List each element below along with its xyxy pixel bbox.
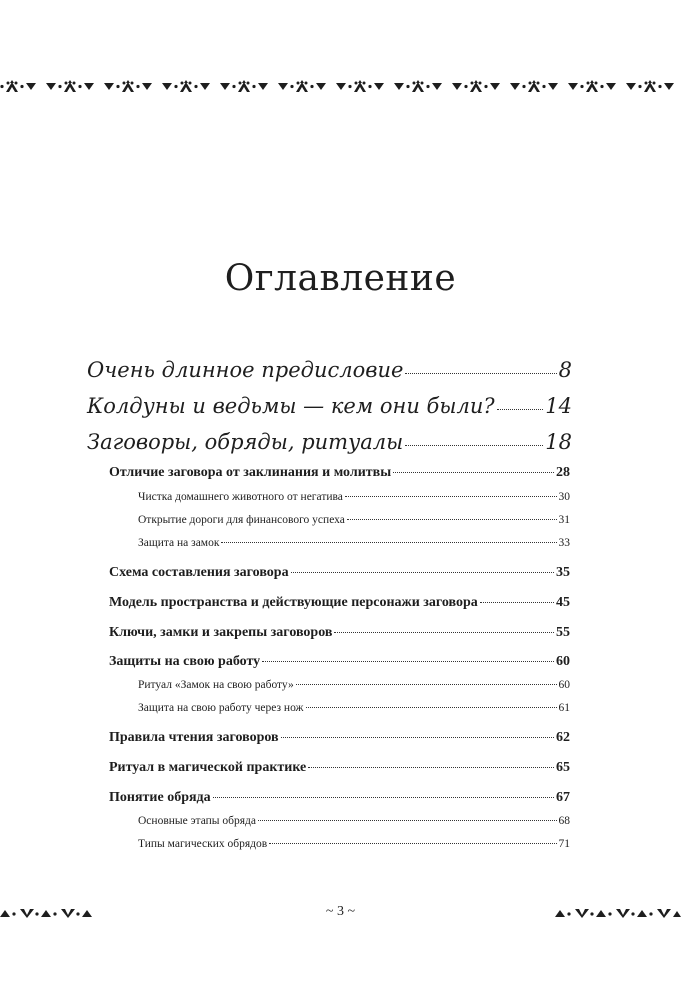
toc-entry-title: Чистка домашнего животного от негатива bbox=[138, 491, 343, 503]
toc-entry-title: Колдуны и ведьмы — кем они были? bbox=[87, 394, 495, 418]
toc-entry-title: Понятие обряда bbox=[109, 790, 211, 805]
toc-entry-page: 61 bbox=[558, 702, 570, 714]
leader-dots bbox=[262, 661, 554, 662]
leader-dots bbox=[258, 820, 556, 821]
leader-dots bbox=[334, 632, 554, 633]
toc-entry bbox=[87, 430, 572, 454]
toc-entry-page: 67 bbox=[556, 790, 570, 805]
toc-entry-page: 71 bbox=[558, 838, 570, 850]
leader-dots bbox=[291, 572, 554, 573]
toc-entry bbox=[109, 760, 570, 776]
toc-entry bbox=[138, 838, 570, 850]
toc-entry-page: 35 bbox=[556, 565, 570, 580]
leader-dots bbox=[405, 445, 543, 446]
toc-entry bbox=[138, 491, 570, 503]
leader-dots bbox=[405, 373, 556, 374]
toc-entry-title: Правила чтения заговоров bbox=[109, 730, 279, 745]
toc-entry bbox=[138, 514, 570, 526]
toc-entry bbox=[138, 537, 570, 549]
leader-dots bbox=[296, 684, 557, 685]
leader-dots bbox=[306, 707, 557, 708]
toc-entry bbox=[138, 702, 570, 714]
toc-entry-title: Защита на свою работу через нож bbox=[138, 702, 304, 714]
leader-dots bbox=[497, 409, 544, 410]
toc-entry-page: 68 bbox=[558, 815, 570, 827]
toc-entry-page: 8 bbox=[558, 358, 572, 382]
leader-dots bbox=[308, 767, 554, 768]
toc-entry bbox=[109, 790, 570, 806]
toc-entry-page: 62 bbox=[556, 730, 570, 745]
toc-entry-page: 30 bbox=[558, 491, 570, 503]
toc-entry-title: Открытие дороги для финансового успеха bbox=[138, 514, 345, 526]
toc-entry-title: Типы магических обрядов bbox=[138, 838, 268, 850]
toc-entry-title: Ключи, замки и закрепы заговоров bbox=[109, 625, 333, 640]
toc-entry-title: Схема составления заговора bbox=[109, 565, 289, 580]
leader-dots bbox=[347, 519, 557, 520]
toc-entry-title: Защиты на свою работу bbox=[109, 654, 261, 669]
page-number: ~ 3 ~ bbox=[325, 904, 356, 919]
toc-entry-page: 14 bbox=[545, 394, 572, 418]
toc-entry bbox=[109, 730, 570, 746]
leader-dots bbox=[213, 797, 554, 798]
top-folk-ornament bbox=[0, 79, 681, 95]
toc-entry bbox=[109, 654, 570, 670]
leader-dots bbox=[269, 843, 556, 844]
toc-entry-page: 60 bbox=[556, 654, 570, 669]
toc-entry-title: Основные этапы обряда bbox=[138, 815, 257, 827]
toc-entry bbox=[109, 565, 570, 581]
toc-entry-page: 33 bbox=[558, 537, 570, 549]
leader-dots bbox=[281, 737, 554, 738]
toc-entry-title: Ритуал «Замок на свою работу» bbox=[138, 679, 294, 691]
toc-entry-page: 28 bbox=[556, 465, 570, 480]
page-title: Оглавление bbox=[224, 258, 457, 299]
toc-entry-title: Очень длинное предисловие bbox=[87, 358, 404, 382]
toc-entry bbox=[138, 679, 570, 691]
leader-dots bbox=[393, 472, 554, 473]
toc-entry-page: 18 bbox=[545, 430, 572, 454]
toc-entry-page: 45 bbox=[556, 595, 570, 610]
toc-entry-page: 31 bbox=[558, 514, 570, 526]
toc-entry-title: Заговоры, обряды, ритуалы bbox=[87, 430, 404, 454]
toc-entry-title: Модель пространства и действующие персонажи заговора bbox=[109, 595, 478, 610]
toc-entry bbox=[109, 465, 570, 481]
toc-entry bbox=[138, 815, 570, 827]
leader-dots bbox=[480, 602, 554, 603]
toc-entry bbox=[87, 394, 572, 418]
toc-entry-page: 65 bbox=[556, 760, 570, 775]
toc-entry-title: Защита на замок bbox=[138, 537, 220, 549]
toc-entry-title: Ритуал в магической практике bbox=[109, 760, 307, 775]
toc-entry bbox=[109, 595, 570, 611]
leader-dots bbox=[221, 542, 556, 543]
toc-entry-title: Отличие заговора от заклинания и молитвы bbox=[109, 465, 392, 480]
toc-entry-page: 60 bbox=[558, 679, 570, 691]
footer-ornament-right bbox=[555, 905, 681, 919]
toc-entry bbox=[109, 625, 570, 641]
toc-entry bbox=[87, 358, 572, 382]
leader-dots bbox=[345, 496, 557, 497]
toc-entry-page: 55 bbox=[556, 625, 570, 640]
